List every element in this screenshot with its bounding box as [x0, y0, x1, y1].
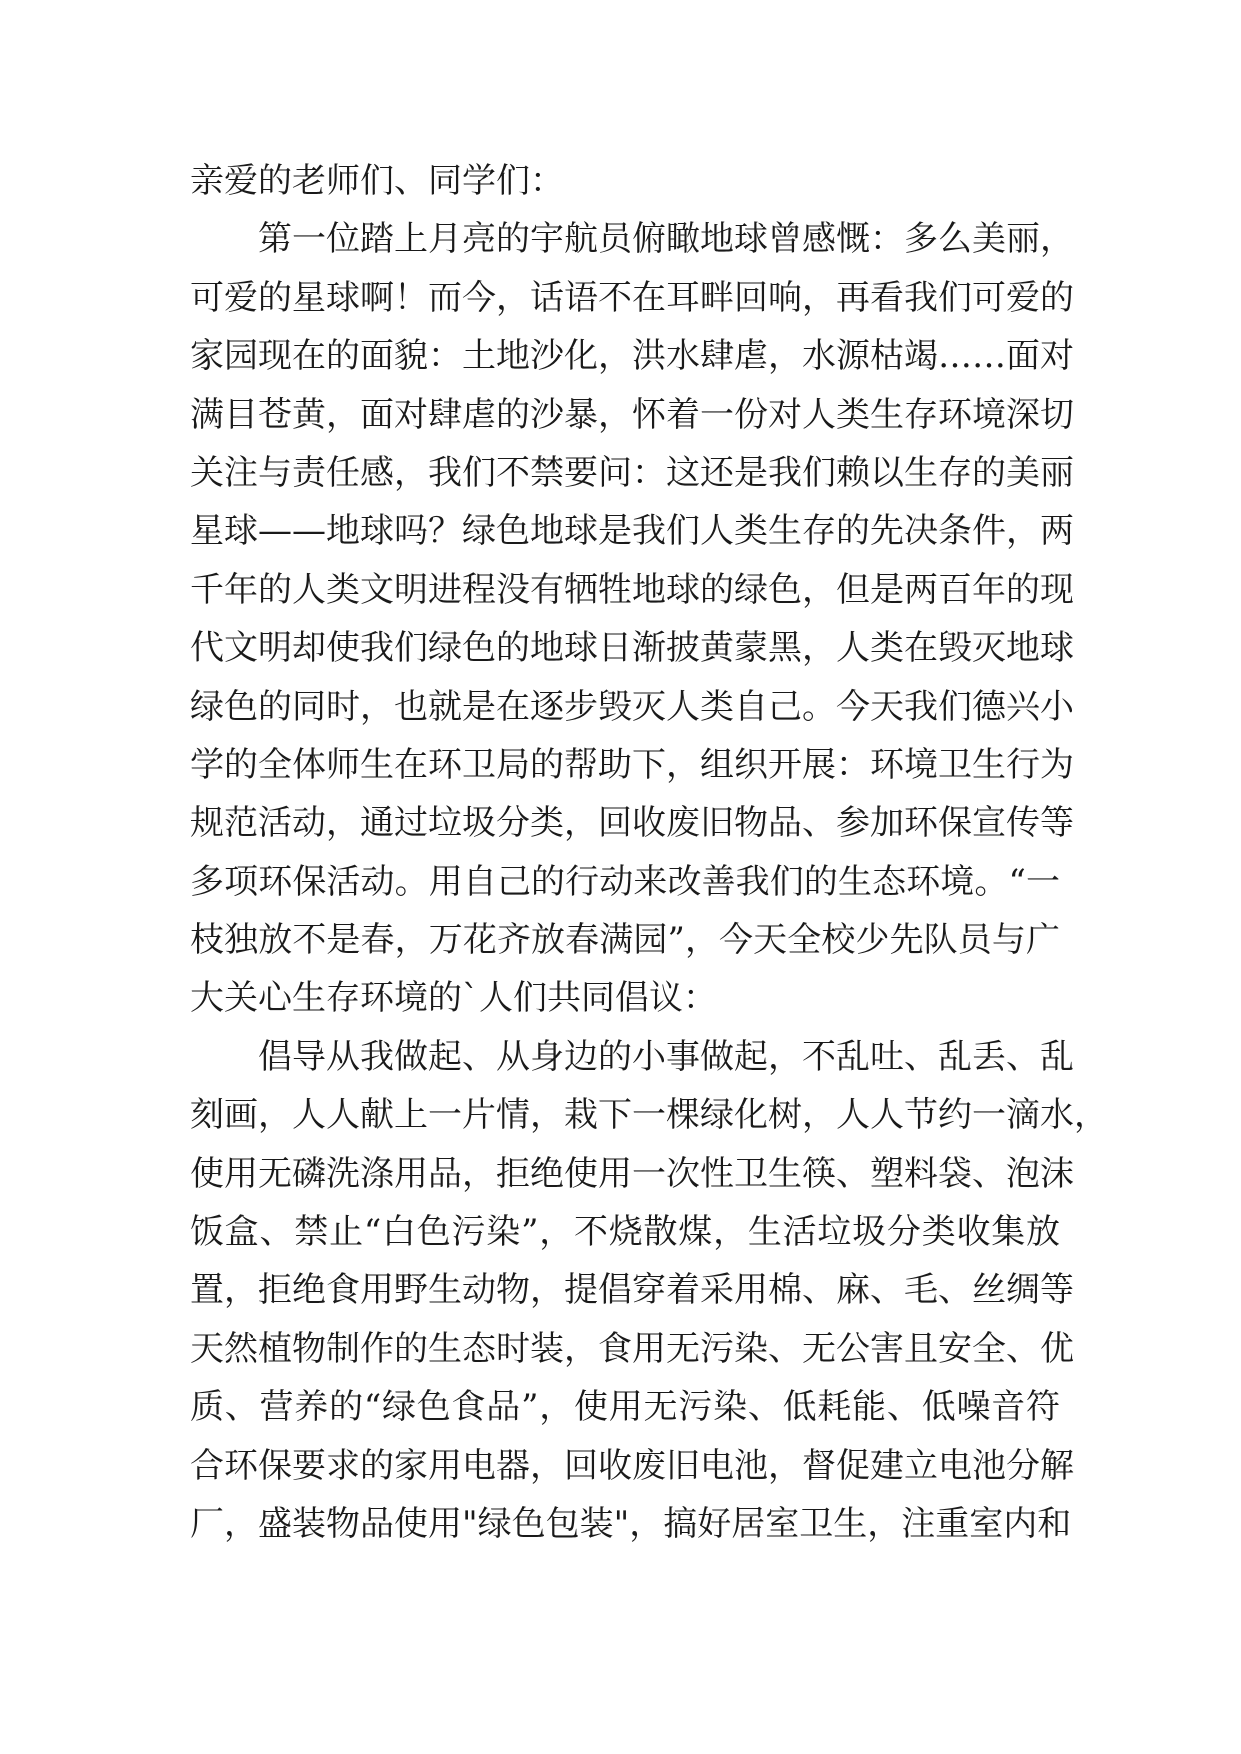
paragraph-2-line: 天然植物制作的生态时装，食用无污染、无公害且安全、优: [190, 1328, 1074, 1369]
paragraph-2-line: 倡导从我做起、从身边的小事做起，不乱吐、乱丢、乱: [258, 1036, 1074, 1077]
paragraph-1-line: 星球——地球吗？绿色地球是我们人类生存的先决条件，两: [190, 511, 1074, 552]
paragraph-1-line: 第一位踏上月亮的宇航员俯瞰地球曾感慨：多么美丽，: [258, 219, 1074, 260]
paragraph-2-line: 使用无磷洗涤用品，拒绝使用一次性卫生筷、塑料袋、泡沫: [190, 1153, 1074, 1194]
paragraph-1-line: 规范活动，通过垃圾分类，回收废旧物品、参加环保宣传等: [190, 803, 1074, 844]
paragraph-1-line: 满目苍黄，面对肆虐的沙暴，怀着一份对人类生存环境深切: [190, 394, 1074, 435]
paragraph-1-line: 枝独放不是春，万花齐放春满园”，今天全校少先队员与广: [190, 920, 1060, 961]
paragraph-1-line: 多项环保活动。用自己的行动来改善我们的生态环境。“一: [190, 861, 1060, 902]
paragraph-1-line: 可爱的星球啊！而今，话语不在耳畔回响，再看我们可爱的: [190, 277, 1074, 318]
paragraph-1-line: 大关心生存环境的`人们共同倡议：: [190, 978, 717, 1019]
paragraph-2-line: 置，拒绝食用野生动物，提倡穿着采用棉、麻、毛、丝绸等: [190, 1270, 1074, 1311]
salutation-line: 亲爱的老师们、同学们：: [190, 161, 564, 201]
paragraph-2-line: 饭盒、禁止“白色污染”，不烧散煤，生活垃圾分类收集放: [190, 1212, 1060, 1253]
paragraph-2-line: 合环保要求的家用电器，回收废旧电池，督促建立电池分解: [190, 1445, 1074, 1486]
paragraph-1-line: 学的全体师生在环卫局的帮助下，组织开展：环境卫生行为: [190, 744, 1074, 785]
document-body: [190, 152, 1108, 1553]
paragraph-1-line: 关注与责任感，我们不禁要问：这还是我们赖以生存的美丽: [190, 452, 1074, 493]
paragraph-2-line: 刻画，人人献上一片情，栽下一棵绿化树，人人节约一滴水，: [190, 1095, 1108, 1136]
paragraph-1-line: 家园现在的面貌：土地沙化，洪水肆虐，水源枯竭……面对: [190, 336, 1074, 377]
paragraph-2-line: 厂，盛装物品使用"绿色包装"，搞好居室卫生，注重室内和: [190, 1503, 1072, 1544]
paragraph-2-line: 质、营养的“绿色食品”，使用无污染、低耗能、低噪音符: [190, 1387, 1060, 1428]
paragraph-1-line: 千年的人类文明进程没有牺牲地球的绿色，但是两百年的现: [190, 569, 1074, 610]
paragraph-1-line: 代文明却使我们绿色的地球日渐披黄蒙黑，人类在毁灭地球: [190, 628, 1074, 669]
paragraph-1-line: 绿色的同时，也就是在逐步毁灭人类自己。今天我们德兴小: [190, 686, 1074, 727]
